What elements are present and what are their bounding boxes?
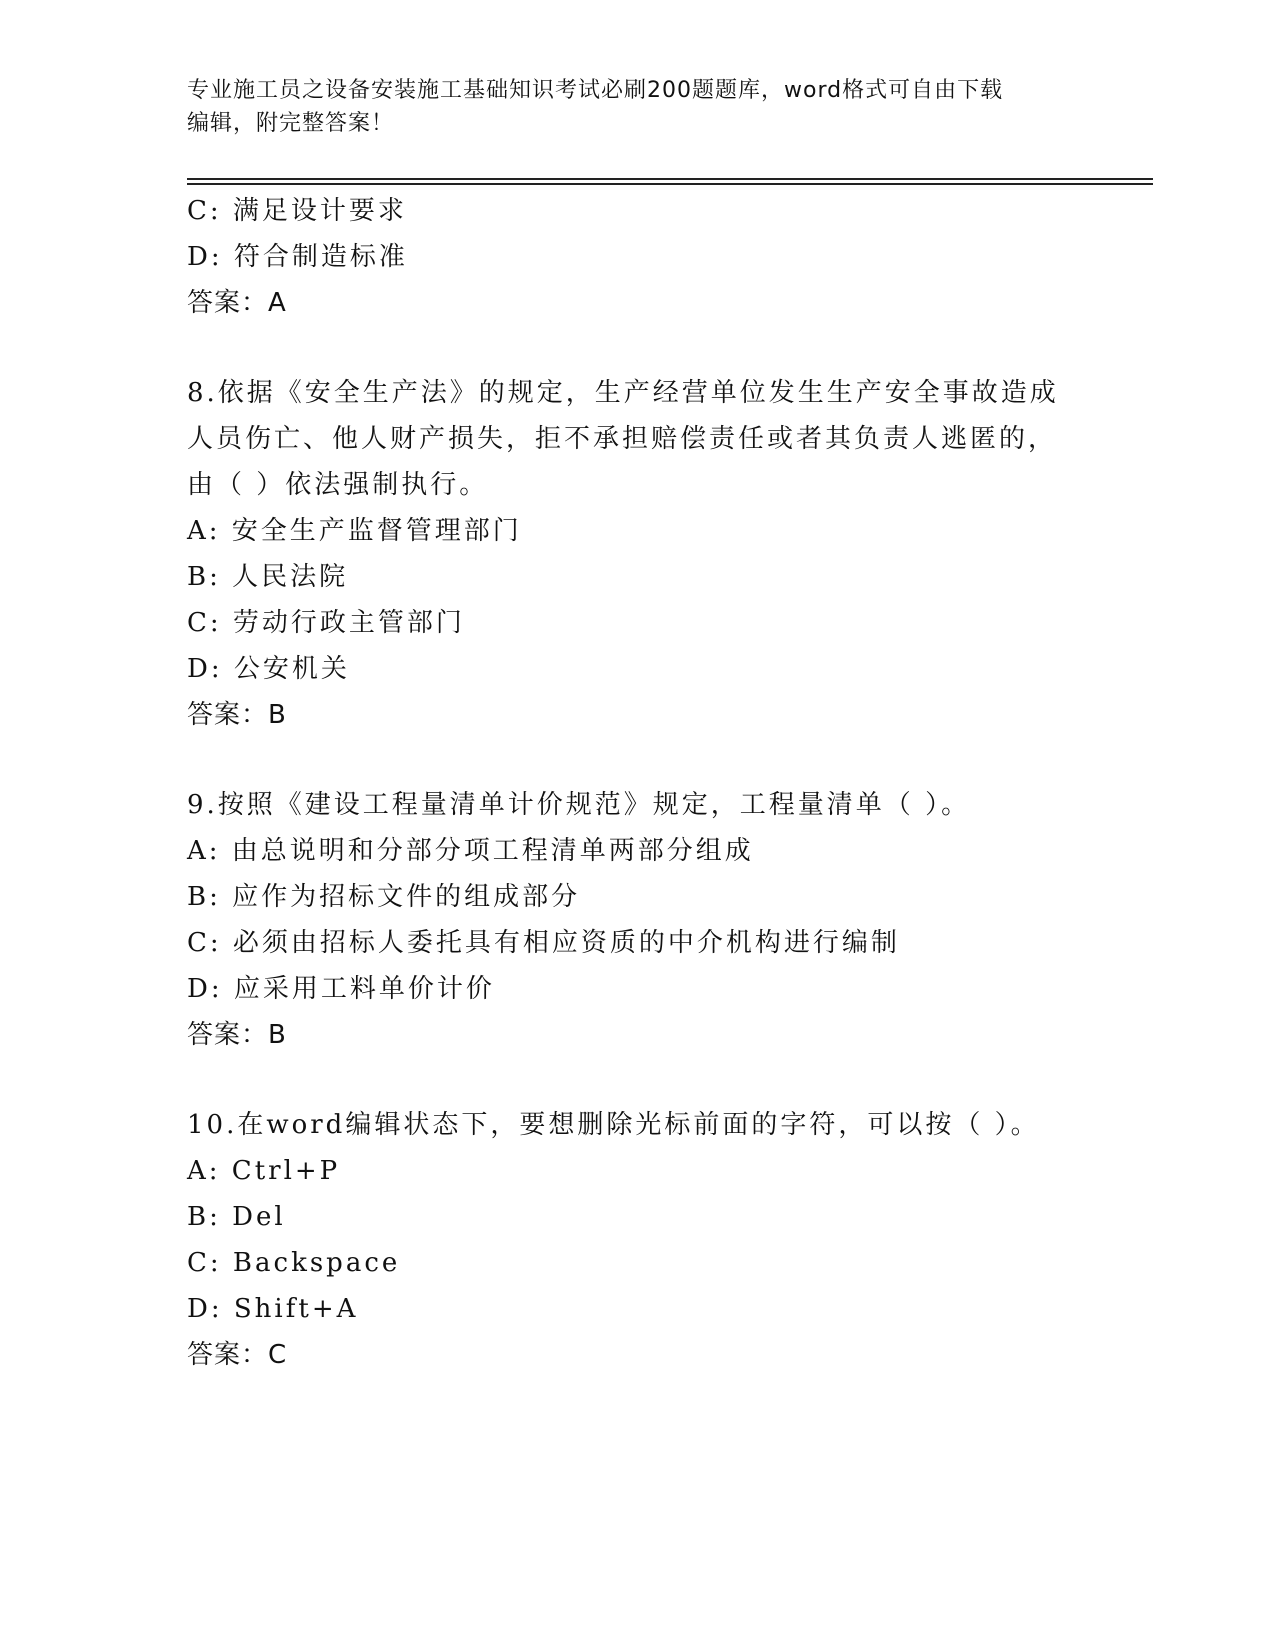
q9-option-b: B: 应作为招标文件的组成部分 <box>187 882 581 912</box>
q9-option-c: C: 必须由招标人委托具有相应资质的中介机构进行编制 <box>187 928 900 958</box>
q10-option-c: C: Backspace <box>187 1248 401 1278</box>
q8-stem-line-1: 8.依据《安全生产法》的规定，生产经营单位发生生产安全事故造成 <box>187 378 1059 408</box>
spacer <box>187 738 1117 782</box>
q8-option-d: D: 公安机关 <box>187 654 350 684</box>
question-10 <box>187 1102 1117 1378</box>
q10-option-a: A: Ctrl+P <box>187 1156 341 1186</box>
spacer <box>187 1058 1117 1102</box>
q8-option-a: A: 安全生产监督管理部门 <box>187 516 522 546</box>
q8-option-c: C: 劳动行政主管部门 <box>187 608 465 638</box>
q7-option-c: C: 满足设计要求 <box>187 196 407 226</box>
q7-option-d: D: 符合制造标准 <box>187 242 408 272</box>
q8-option-b: B: 人民法院 <box>187 562 349 592</box>
q8-answer: 答案：B <box>187 700 287 730</box>
q10-option-b: B: Del <box>187 1202 286 1232</box>
question-7 <box>187 188 1117 326</box>
q9-option-d: D: 应采用工料单价计价 <box>187 974 495 1004</box>
document-header <box>187 74 1087 140</box>
header-title-line-2: 编辑，附完整答案！ <box>187 111 395 136</box>
question-9 <box>187 782 1117 1058</box>
q10-option-d: D: Shift+A <box>187 1294 359 1324</box>
q8-stem-line-2: 人员伤亡、他人财产损失，拒不承担赔偿责任或者其负责人逃匿的， <box>187 424 1058 454</box>
q7-answer: 答案：A <box>187 288 287 318</box>
q10-stem-line-1: 10.在word编辑状态下，要想删除光标前面的字符，可以按（ ）。 <box>187 1110 1040 1140</box>
header-divider-bottom <box>187 183 1153 185</box>
q9-answer: 答案：B <box>187 1020 287 1050</box>
q9-option-a: A: 由总说明和分部分项工程清单两部分组成 <box>187 836 754 866</box>
q9-stem-line-1: 9.按照《建设工程量清单计价规范》规定，工程量清单（ ）。 <box>187 790 971 820</box>
header-title-line-1: 专业施工员之设备安装施工基础知识考试必刷200题题库，word格式可自由下载 <box>187 78 1004 103</box>
spacer <box>187 326 1117 370</box>
header-divider-top <box>187 178 1153 180</box>
question-list <box>187 188 1117 1378</box>
q8-stem-line-3: 由（ ）依法强制执行。 <box>187 470 489 500</box>
q10-answer: 答案：C <box>187 1340 288 1370</box>
question-8 <box>187 370 1117 738</box>
